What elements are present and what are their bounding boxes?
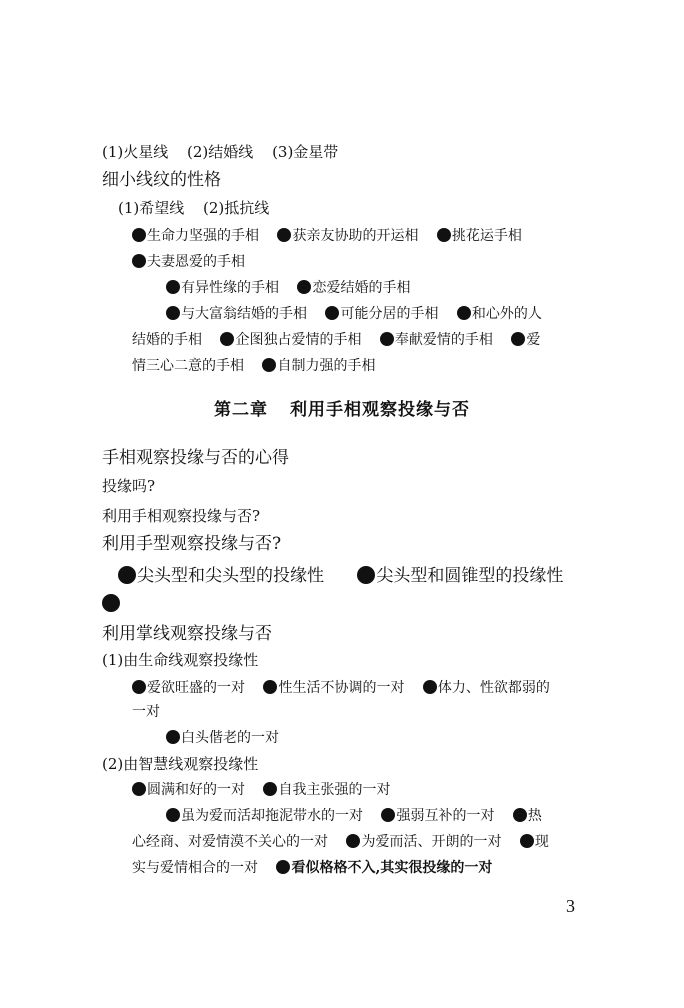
bullet-text: 与大富翁结婚的手相 <box>181 306 307 322</box>
bullet-line <box>118 564 563 588</box>
bullet-icon <box>132 782 146 796</box>
continued-text: 心经商、对爱情漠不关心的一对 <box>132 834 328 850</box>
bullet-icon <box>262 358 276 372</box>
bullet-text: 圆满和好的一对 <box>147 782 245 798</box>
bullet-line <box>132 832 549 852</box>
item-marriage-line: (2)结婚线 <box>187 143 254 161</box>
bullet-text: 有异性缘的手相 <box>181 280 279 296</box>
bullet-text: 尖头型和圆锥型的投缘性 <box>376 566 564 586</box>
bullet-text: 获亲友协助的开运相 <box>292 228 419 244</box>
bullet-text: 自制力强的手相 <box>277 358 376 374</box>
bullet-line <box>132 356 375 376</box>
chapter-number: 第二章 <box>214 400 268 420</box>
subheading-fine-lines: 细小线纹的性格 <box>102 170 221 190</box>
sub-list-line <box>118 198 269 218</box>
bullet-line <box>166 304 542 324</box>
bullet-line <box>132 858 492 878</box>
bullet-text: 企图独占爱情的手相 <box>235 332 362 348</box>
bullet-icon <box>263 782 277 796</box>
bullet-line <box>166 278 410 298</box>
section-heading: 投缘吗? <box>102 477 156 495</box>
bullet-icon <box>118 566 136 584</box>
bullet-icon <box>346 834 360 848</box>
section-heading: 利用手相观察投缘与否? <box>102 507 261 525</box>
bullet-text: 挑花运手相 <box>451 228 522 244</box>
page-number: 3 <box>566 896 575 916</box>
bullet-line <box>132 780 390 800</box>
chapter-heading <box>214 400 470 420</box>
chapter-title: 利用手相观察投缘与否 <box>290 400 470 420</box>
item-hope-line: (1)希望线 <box>118 199 185 217</box>
bullet-icon <box>132 228 146 242</box>
bullet-icon <box>220 332 234 346</box>
bullet-icon <box>276 860 290 874</box>
bullet-line <box>132 252 245 272</box>
bullet-text: 爱欲旺盛的一对 <box>147 680 245 696</box>
subsection-heading: (2)由智慧线观察投缘性 <box>102 755 259 773</box>
bullet-text: 可能分居的手相 <box>340 306 439 322</box>
bullet-line <box>166 728 279 748</box>
bullet-icon <box>166 280 180 294</box>
continued-text: 一对 <box>132 704 160 720</box>
bullet-icon <box>166 808 180 822</box>
bullet-text: 和心外的人 <box>471 306 542 322</box>
bullet-icon <box>132 254 146 268</box>
continued-text: 结婚的手相 <box>132 332 202 348</box>
bullet-icon <box>277 228 291 242</box>
bullet-line <box>132 330 540 350</box>
bullet-icon <box>325 306 339 320</box>
section-heading: 利用掌线观察投缘与否 <box>102 624 272 644</box>
bullet-icon <box>457 306 471 320</box>
bullet-line <box>132 678 550 698</box>
bullet-icon <box>511 332 525 346</box>
subsection-heading: (1)由生命线观察投缘性 <box>102 651 259 669</box>
bullet-line <box>166 806 542 826</box>
bullet-text: 强弱互补的一对 <box>396 808 495 824</box>
bullet-text: 自我主张强的一对 <box>278 782 391 798</box>
bullet-text: 虽为爱而活却拖泥带水的一对 <box>181 808 363 824</box>
section-heading: 手相观察投缘与否的心得 <box>102 448 289 468</box>
bullet-text: 现 <box>534 834 549 850</box>
continued-text: 情三心二意的手相 <box>132 358 244 374</box>
bullet-icon <box>423 680 437 694</box>
item-venus-belt: (3)金星带 <box>272 143 339 161</box>
bullet-line <box>132 226 522 246</box>
continued-text: 实与爱情相合的一对 <box>132 860 258 876</box>
bullet-icon <box>132 680 146 694</box>
item-mars-line: (1)火星线 <box>102 143 169 161</box>
bullet-icon <box>513 808 527 822</box>
bullet-line <box>102 592 121 616</box>
bullet-text: 爱 <box>526 332 541 348</box>
item-resistance-line: (2)抵抗线 <box>203 199 270 217</box>
bullet-text: 恋爱结婚的手相 <box>312 280 411 296</box>
bullet-text: 白头偕老的一对 <box>181 730 279 746</box>
bullet-text: 尖头型和尖头型的投缘性 <box>137 566 324 586</box>
bullet-text: 体力、性欲都弱的 <box>437 680 550 696</box>
bullet-icon <box>297 280 311 294</box>
bullet-text: 看似格格不入,其实很投缘的一对 <box>291 860 493 876</box>
section-list-line <box>102 142 338 162</box>
bullet-text: 生命力坚强的手相 <box>147 228 259 244</box>
bullet-text: 为爱而活、开朗的一对 <box>361 834 502 850</box>
bullet-icon <box>166 730 180 744</box>
bullet-icon <box>263 680 277 694</box>
bullet-text: 性生活不协调的一对 <box>278 680 405 696</box>
bullet-icon <box>166 306 180 320</box>
bullet-icon <box>381 808 395 822</box>
bullet-icon <box>520 834 534 848</box>
bullet-icon <box>380 332 394 346</box>
bullet-text: 热 <box>527 808 542 824</box>
bullet-icon <box>437 228 451 242</box>
section-heading: 利用手型观察投缘与否? <box>102 534 282 554</box>
bullet-icon <box>357 566 375 584</box>
bullet-icon <box>102 594 120 612</box>
bullet-text: 奉献爱情的手相 <box>394 332 493 348</box>
bullet-text: 夫妻恩爱的手相 <box>147 254 245 270</box>
